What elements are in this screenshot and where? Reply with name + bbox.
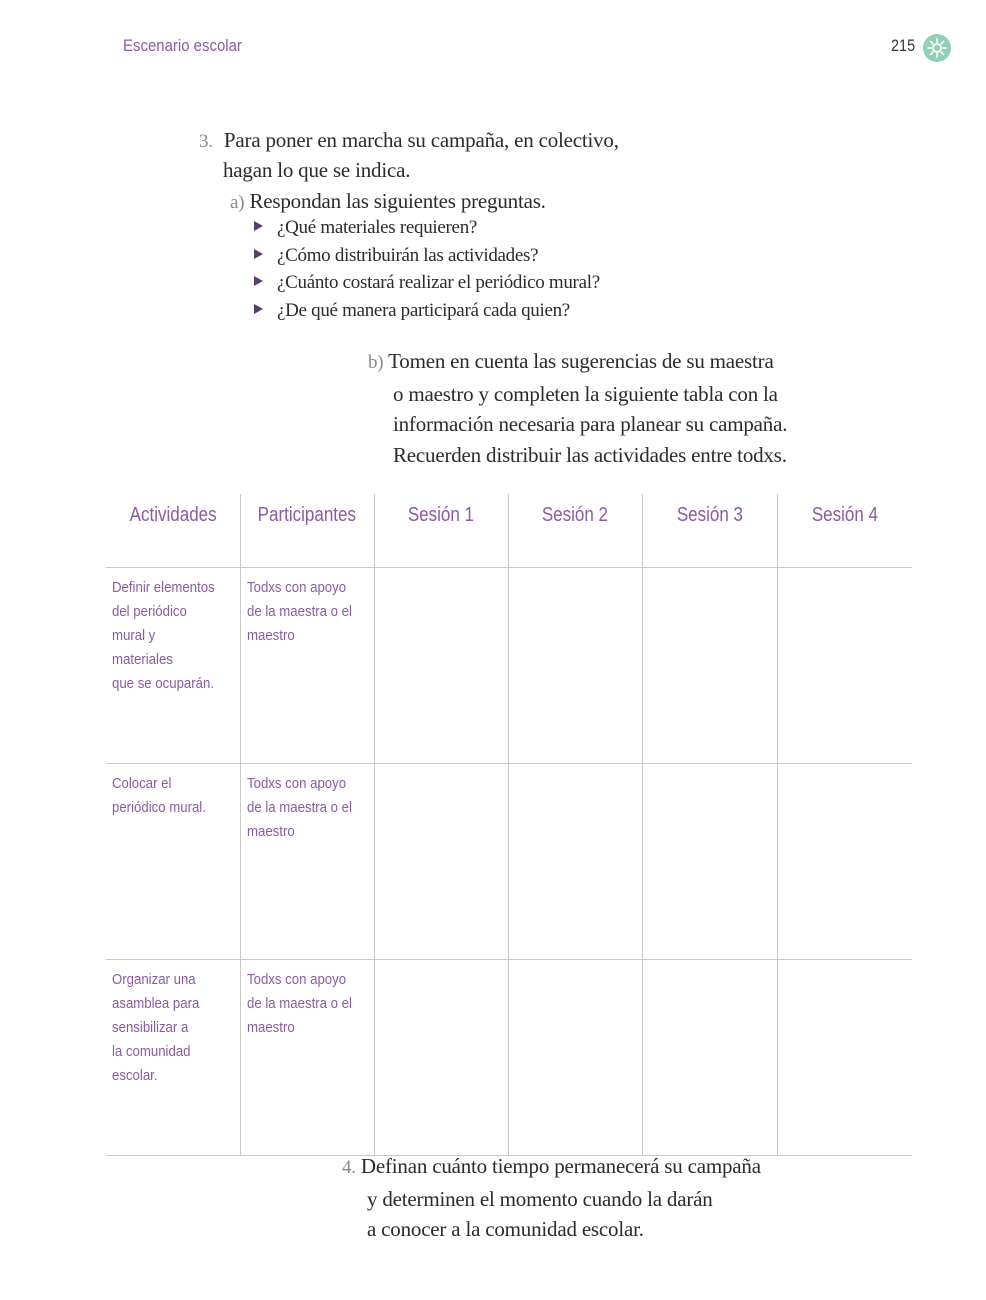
table-row — [106, 764, 912, 960]
session-cell[interactable] — [642, 568, 777, 764]
session-cell[interactable] — [777, 764, 912, 960]
session-cell[interactable] — [374, 764, 508, 960]
item3b-text: b) Tomen en cuenta las sugerencias de su maestra o maestro y completen la siguiente tabla con la información necesaria para planear su campaña. Recuerden distribuir las actividades entre todxs. — [368, 349, 788, 467]
triangle-bullet-icon — [254, 249, 263, 259]
session-cell[interactable] — [777, 960, 912, 1156]
session-cell[interactable] — [777, 568, 912, 764]
column-header-sesion-4: Sesión 4 — [777, 494, 912, 568]
session-cell[interactable] — [374, 960, 508, 1156]
participants-cell: Todxs con apoyo de la maestra o el maestro — [240, 764, 374, 960]
list-item: ¿De qué manera participará cada quien? — [254, 297, 600, 325]
item3-number: 3. — [199, 131, 213, 152]
participants-cell: Todxs con apoyo de la maestra o el maestro — [240, 960, 374, 1156]
triangle-bullet-icon — [254, 276, 263, 286]
table-header-row — [106, 494, 912, 568]
item3a-prompt: a) Respondan las siguientes preguntas. — [230, 189, 546, 213]
question-list — [254, 214, 600, 324]
list-item: ¿Qué materiales requieren? — [254, 214, 600, 242]
page-number: 215 — [891, 36, 916, 55]
item3-line-2: hagan lo que se indica. — [223, 158, 411, 182]
planning-table — [106, 494, 912, 1156]
column-header-sesion-1: Sesión 1 — [374, 494, 508, 568]
item4-number: 4. — [342, 1157, 356, 1178]
item4-text: 4. Definan cuánto tiempo permanecerá su campaña y determinen el momento cuando la darán a conocer a la comunidad escolar. — [342, 1154, 761, 1241]
triangle-bullet-icon — [254, 221, 263, 231]
triangle-bullet-icon — [254, 304, 263, 314]
column-header-sesion-2: Sesión 2 — [508, 494, 642, 568]
item3b-label: b) — [368, 352, 384, 373]
activity-cell: Colocar el periódico mural. — [106, 764, 240, 960]
list-item: ¿Cuánto costará realizar el periódico mural? — [254, 269, 600, 297]
column-header-sesion-3: Sesión 3 — [642, 494, 777, 568]
section-title: Escenario escolar — [123, 36, 242, 55]
session-cell[interactable] — [374, 568, 508, 764]
column-header-participantes: Participantes — [240, 494, 374, 568]
item3a-label: a) — [230, 192, 245, 213]
sun-badge-icon — [923, 34, 951, 62]
session-cell[interactable] — [508, 960, 642, 1156]
session-cell[interactable] — [508, 764, 642, 960]
participants-cell: Todxs con apoyo de la maestra o el maestro — [240, 568, 374, 764]
list-item: ¿Cómo distribuirán las actividades? — [254, 242, 600, 270]
column-header-actividades: Actividades — [106, 494, 240, 568]
session-cell[interactable] — [642, 960, 777, 1156]
activity-cell: Organizar una asamblea para sensibilizar a la comunidad escolar. — [106, 960, 240, 1156]
item3-line-1: 3. Para poner en marcha su campaña, en colectivo, — [199, 128, 619, 152]
session-cell[interactable] — [642, 764, 777, 960]
session-cell[interactable] — [508, 568, 642, 764]
activity-cell: Definir elementos del periódico mural y materiales que se ocuparán. — [106, 568, 240, 764]
table-row — [106, 568, 912, 764]
table-row — [106, 960, 912, 1156]
